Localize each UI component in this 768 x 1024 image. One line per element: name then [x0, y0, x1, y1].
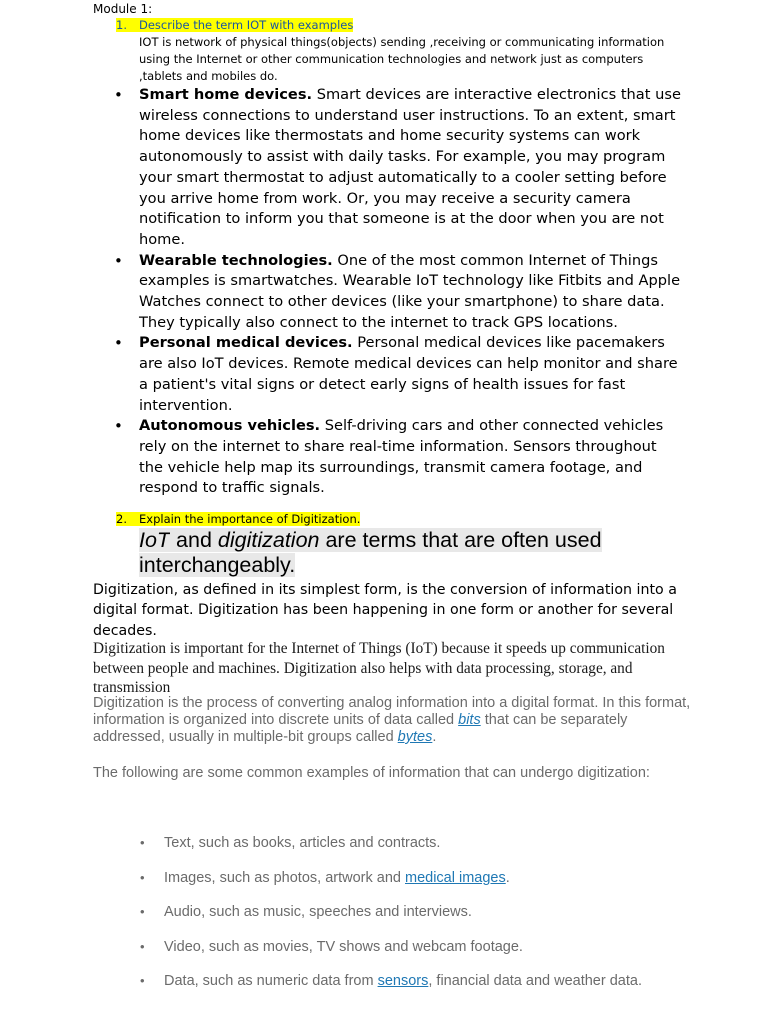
bits-link[interactable]: bits [458, 712, 481, 728]
example-title: Personal medical devices. [139, 334, 353, 352]
list-item [112, 85, 682, 251]
list-item [140, 832, 642, 867]
headline-term-iot: IoT [139, 528, 171, 552]
bytes-link[interactable]: bytes [397, 729, 433, 745]
question-2-heading [116, 512, 360, 526]
example-text: Data, such as numeric data from [164, 973, 378, 990]
list-item [140, 970, 642, 1005]
example-text: Video, such as movies, TV shows and webcam footage. [164, 938, 523, 955]
list-item [140, 867, 642, 902]
digitization-examples-list [140, 832, 642, 1005]
example-text: Images, such as photos, artwork and [164, 869, 405, 886]
digitization-definition-paragraph: Digitization, as defined in its simplest form, is the conversion of information into a digital format. Digitization has been happening in one form or another for several decades. [93, 582, 677, 639]
example-title: Smart home devices. [139, 86, 313, 103]
process-text-1: Digitization is the process of converting analog information into a digital format. In this format, information is organized into discrete units of data called [93, 695, 691, 728]
process-text-3: . [432, 729, 437, 745]
medical-images-link[interactable]: medical images [405, 869, 506, 886]
digitization-examples-intro: The following are some common examples of information that can undergo digitization: [93, 765, 650, 781]
list-item [112, 416, 682, 499]
list-item [140, 936, 642, 971]
question-2-number: 2. [116, 512, 139, 526]
digitization-process-paragraph [93, 695, 693, 746]
list-item [112, 333, 682, 416]
example-text: One of the most common Internet of Things examples is smartwatches. Wearable IoT technology like Fitbits and Apple Watches connect to other devices (like your smartphone) to share data. They typically also connect to the internet to track GPS locations. [139, 251, 681, 331]
headline-and: and [170, 528, 218, 552]
headline-term-digitization: digitization [217, 528, 320, 552]
iot-examples-list [112, 85, 682, 499]
example-title: Wearable technologies. [139, 251, 333, 269]
example-text: Audio, such as music, speeches and interviews. [164, 904, 472, 921]
example-text: Self-driving cars and other connected vehicles rely on the internet to share real-time information. Sensors throughout the vehicle help map its surroundings, transmit camera footage, and respond to traffic signals. [139, 417, 664, 497]
iot-definition: IOT is network of physical things(objects) sending ,receiving or communicating information using the Internet or other communication technologies and network just as computers ,tablets and mobiles do. [139, 35, 665, 83]
question-1-number: 1. [116, 18, 139, 32]
question-1-text: Describe the term IOT with examples [139, 18, 354, 32]
module-heading: Module 1: [93, 2, 153, 16]
iot-digitization-headline [139, 528, 679, 578]
question-1-heading [116, 18, 353, 32]
sensors-link[interactable]: sensors [377, 973, 429, 990]
headline-rest: are terms that are often used interchangeably. [139, 528, 602, 577]
example-text: Smart devices are interactive electronics that use wireless connections to understand user instructions. To an extent, smart home devices like thermostats and home security systems can work autonomously to assist with daily tasks. For example, you may program your smart thermostat to adjust automatically to a cooler setting before you arrive home from work. Or, you may receive a security camera notification to inform you that someone is at the door when you are not home. [139, 86, 681, 248]
question-2-text: Explain the importance of Digitization. [139, 512, 361, 526]
example-text: Personal medical devices like pacemakers are also IoT devices. Remote medical devices can help monitor and share a patient's vital signs or detect early signs of health issues for fast intervention. [139, 334, 678, 414]
list-item [112, 251, 682, 334]
process-text-2: that can be separately addressed, usually in multiple-bit groups called [93, 712, 628, 745]
example-text-end: , financial data and weather data. [428, 973, 642, 990]
example-text-end: . [505, 869, 510, 886]
example-title: Autonomous vehicles. [139, 417, 321, 435]
example-text: Text, such as books, articles and contracts. [164, 835, 441, 851]
list-item [140, 901, 642, 936]
digitization-importance-paragraph: Digitization is important for the Internet of Things (IoT) because it speeds up communication between people and machines. Digitization also helps with data processing, storage, and transmission [93, 640, 665, 696]
